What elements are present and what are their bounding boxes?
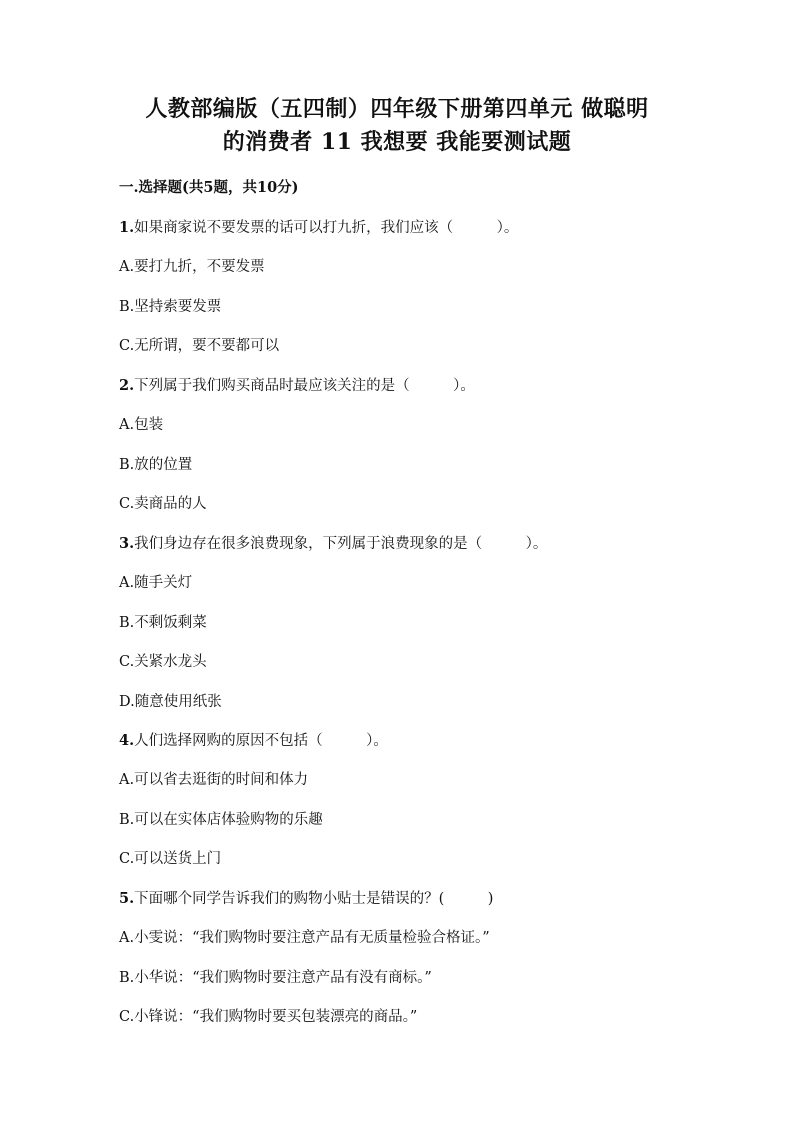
- option-3d: D.随意使用纸张: [119, 694, 222, 710]
- option-1b: B.坚持索要发票: [119, 299, 222, 315]
- option-3c: C.关紧水龙头: [119, 654, 207, 670]
- question-number: 5.: [119, 890, 135, 907]
- option-2a: A.包装: [119, 417, 164, 433]
- option-5c: C.小锋说：“我们购物时要买包装漂亮的商品。”: [119, 1009, 418, 1025]
- option-3b: B.不剩饭剩菜: [119, 615, 207, 631]
- question-stem: 下面哪个同学告诉我们的购物小贴士是错误的？( ): [134, 891, 494, 907]
- title-line-2: 的消费者 11 我想要 我能要测试题: [222, 129, 572, 155]
- option-2b: B.放的位置: [119, 457, 193, 473]
- section-heading: 一.选择题(共5题，共10分): [119, 179, 299, 196]
- option-2c: C.卖商品的人: [119, 496, 207, 512]
- option-1c: C.无所谓，要不要都可以: [119, 338, 280, 354]
- option-4c: C.可以送货上门: [119, 851, 222, 867]
- option-4a: A.可以省去逛街的时间和体力: [119, 772, 309, 788]
- question-stem: 如果商家说不要发票的话可以打九折，我们应该（ ）。: [134, 220, 519, 236]
- document-title: [100, 93, 694, 159]
- title-line-1: 人教部编版（五四制）四年级下册第四单元 做聪明: [145, 96, 649, 122]
- option-1a: A.要打九折，不要发票: [119, 259, 265, 275]
- question-number: 2.: [119, 377, 135, 394]
- question-2: [119, 376, 475, 396]
- question-stem: 人们选择网购的原因不包括（ ）。: [134, 733, 388, 749]
- question-stem: 下列属于我们购买商品时最应该关注的是（ ）。: [134, 378, 475, 394]
- question-1: [119, 218, 518, 238]
- question-3: [119, 534, 547, 554]
- option-4b: B.可以在实体店体验购物的乐趣: [119, 812, 323, 828]
- question-number: 4.: [119, 732, 135, 749]
- question-stem: 我们身边存在很多浪费现象，下列属于浪费现象的是（ ）。: [134, 536, 548, 552]
- question-5: [119, 889, 493, 909]
- question-number: 3.: [119, 535, 135, 552]
- option-3a: A.随手关灯: [119, 575, 193, 591]
- option-5a: A.小雯说：“我们购物时要注意产品有无质量检验合格证。”: [119, 930, 490, 946]
- question-4: [119, 731, 388, 751]
- question-number: 1.: [119, 219, 135, 236]
- option-5b: B.小华说：“我们购物时要注意产品有没有商标。”: [119, 970, 432, 986]
